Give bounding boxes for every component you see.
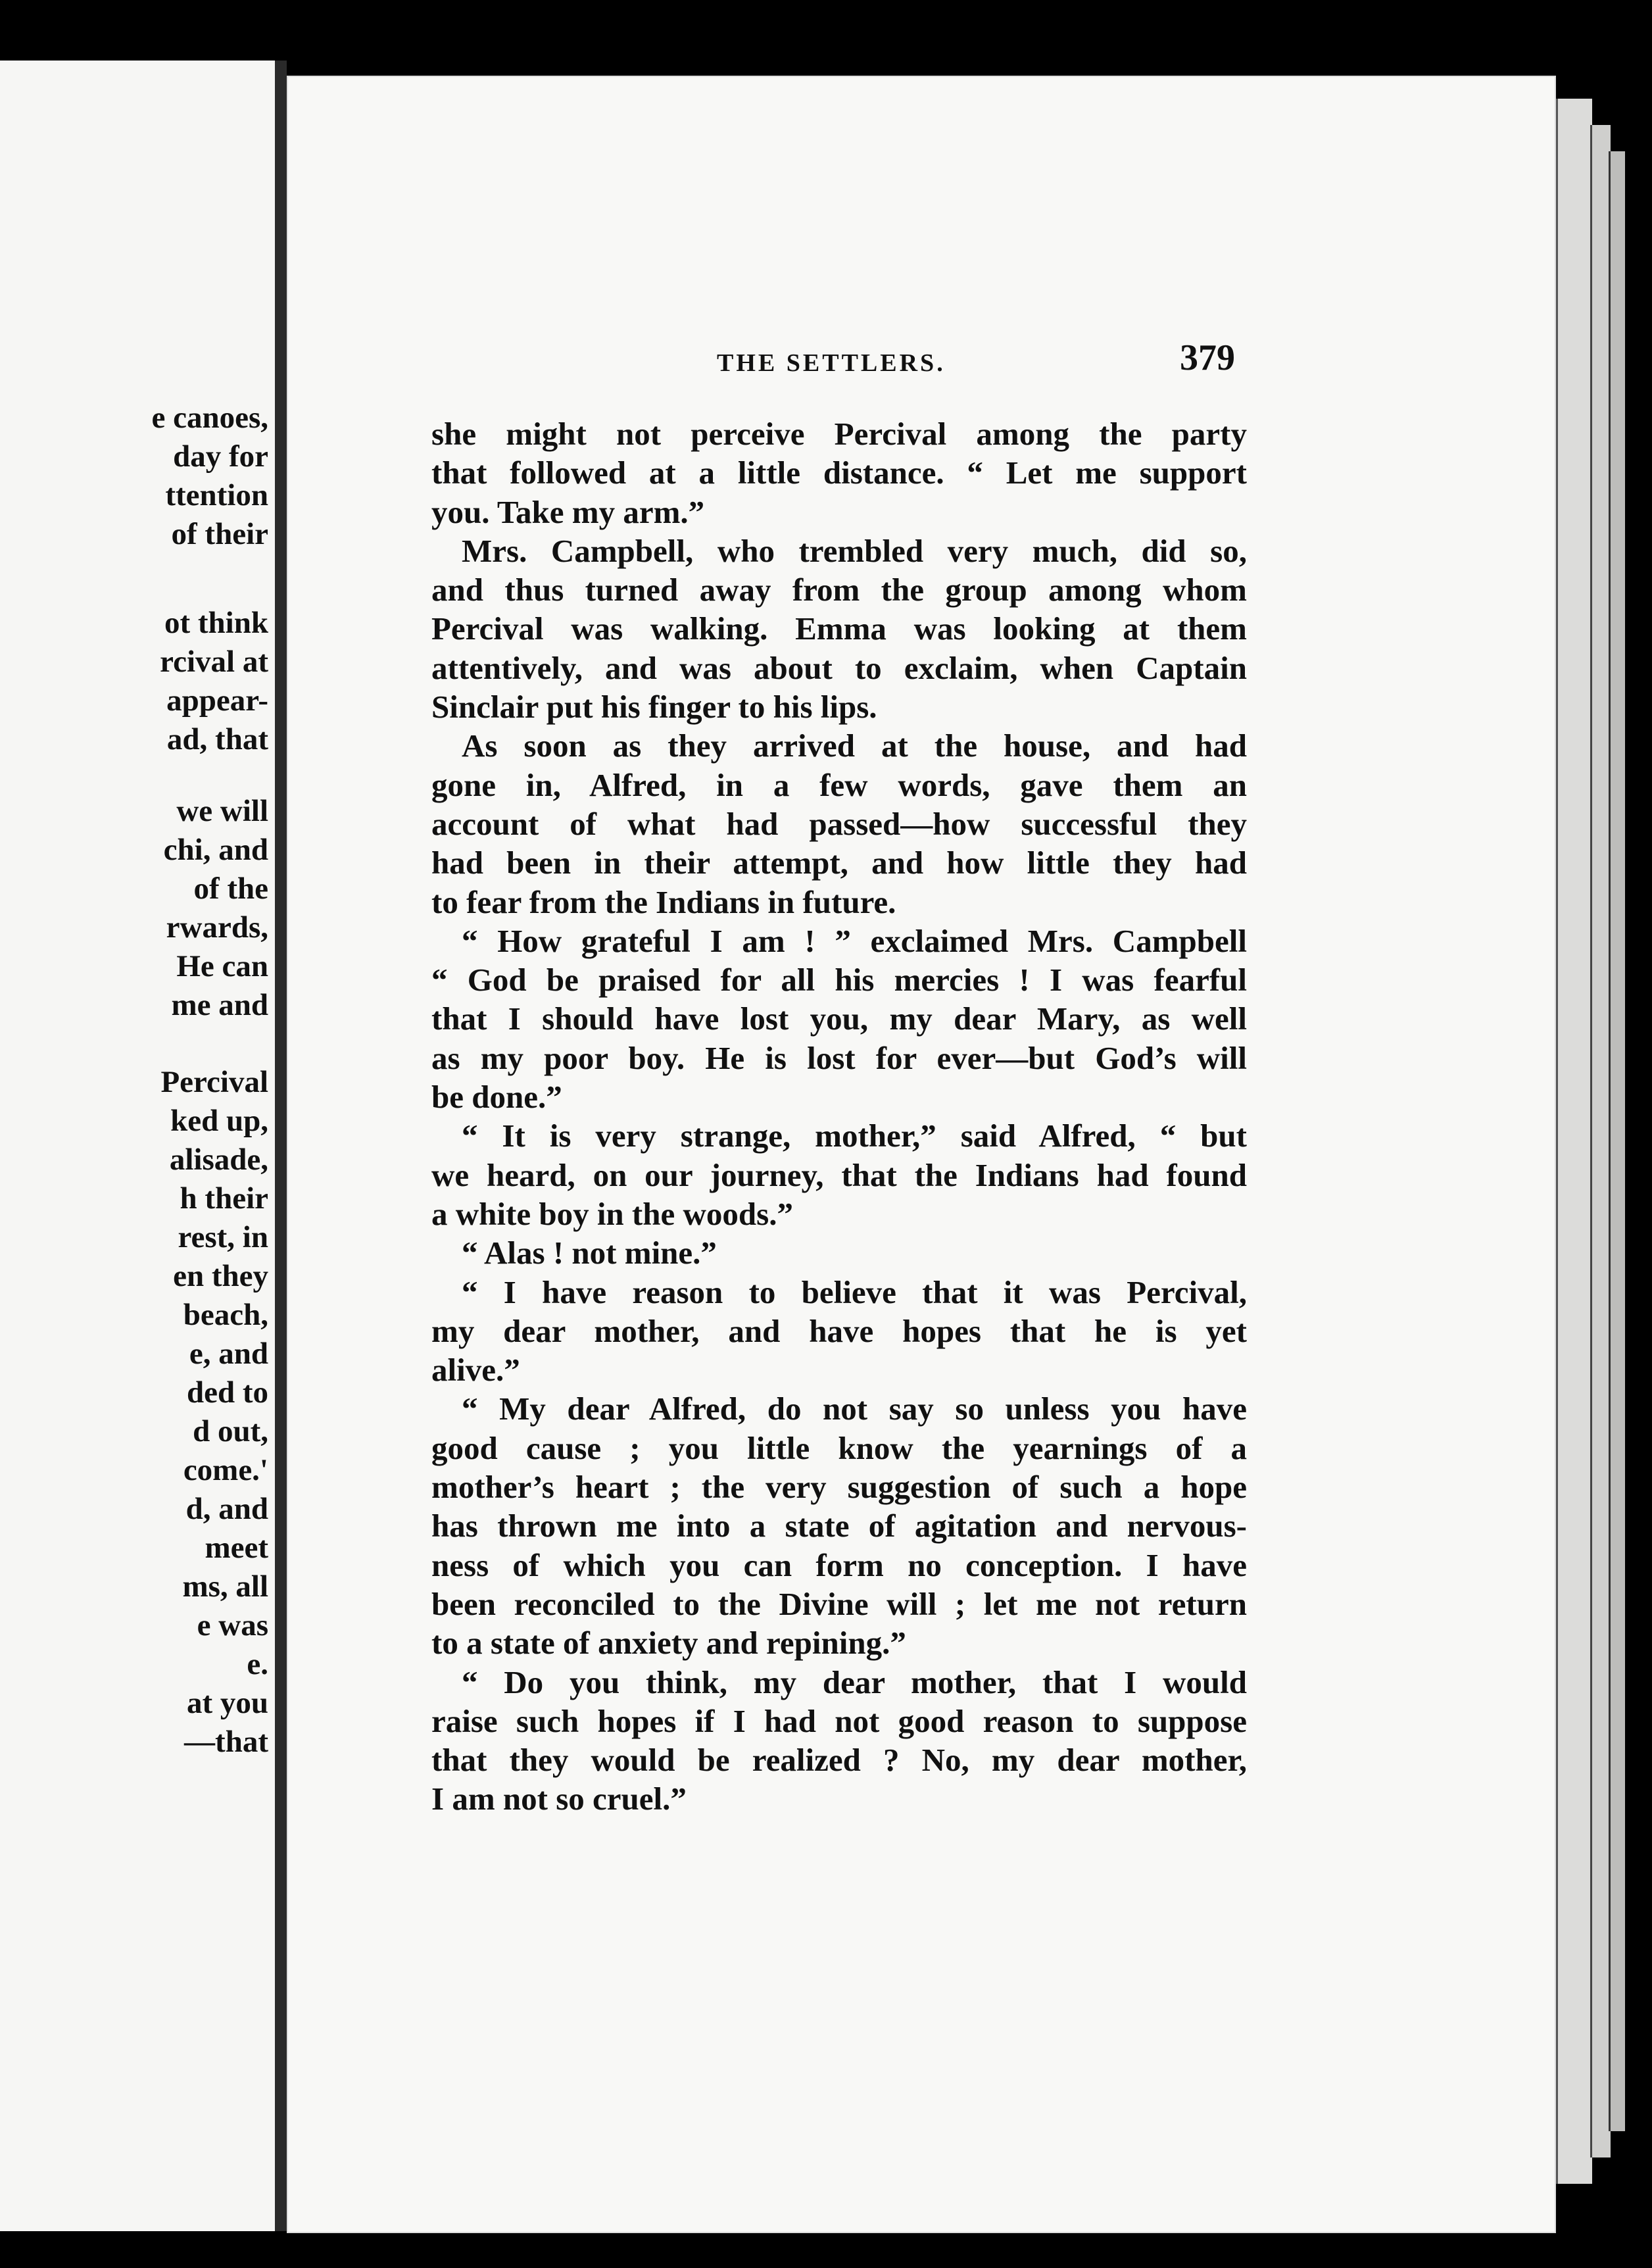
previous-page-line: alisade, <box>169 1143 268 1177</box>
previous-page-line: me and <box>171 988 268 1022</box>
text-line: to a state of anxiety and repining.” <box>431 1625 906 1662</box>
text-line: been reconciled to the Divine will ; let me not return <box>431 1585 1247 1622</box>
previous-page-line: d out, <box>193 1414 268 1448</box>
previous-page-line: He can <box>176 949 268 983</box>
previous-page-line: we will <box>176 794 268 828</box>
text-line: “ How grateful I am ! ” exclaimed Mrs. Campbell <box>462 922 1247 959</box>
previous-page-line: e canoes, <box>151 401 268 435</box>
book-gutter <box>275 61 287 2231</box>
text-line: “ It is very strange, mother,” said Alfred, “ but <box>462 1118 1247 1154</box>
paragraph <box>431 1233 1247 1272</box>
text-line: to fear from the Indians in future. <box>431 883 896 920</box>
paragraph <box>431 1116 1247 1233</box>
previous-page-line: e was <box>197 1608 268 1642</box>
text-line: alive.” <box>431 1352 520 1389</box>
previous-page-line: h their <box>180 1181 268 1216</box>
paragraph <box>431 726 1247 921</box>
text-line: as my poor boy. He is lost for ever—but God’s will <box>431 1039 1247 1076</box>
text-line: “ Alas ! not mine.” <box>462 1235 717 1271</box>
previous-page-line: day for <box>173 439 268 474</box>
paragraph <box>431 1273 1247 1390</box>
previous-page-line: appear- <box>166 683 268 718</box>
text-line: has thrown me into a state of agitation and nervous- <box>431 1508 1247 1544</box>
previous-page-line: ded to <box>186 1375 268 1410</box>
previous-page-line: ms, all <box>182 1569 268 1604</box>
running-head: THE SETTLERS. <box>717 349 946 377</box>
text-line: be done.” <box>431 1079 562 1116</box>
previous-page-line: rest, in <box>178 1220 268 1254</box>
previous-page-line: e, and <box>189 1337 268 1371</box>
text-line: account of what had passed—how successful they <box>431 805 1247 842</box>
text-line: that they would be realized ? No, my dear mother, <box>431 1742 1247 1779</box>
previous-page-line: beach, <box>183 1298 268 1332</box>
text-line: Sinclair put his finger to his lips. <box>431 689 877 726</box>
text-line: mother’s heart ; the very suggestion of such a hope <box>431 1469 1247 1506</box>
text-line: we heard, on our journey, that the Indians had found <box>431 1156 1247 1193</box>
page-edge <box>1609 151 1625 2131</box>
previous-page-line: —that <box>184 1725 268 1759</box>
previous-page-line: Percival <box>160 1065 268 1099</box>
text-line: and thus turned away from the group among whom <box>431 572 1247 608</box>
text-line: “ God be praised for all his mercies ! I was fearful <box>431 962 1247 998</box>
previous-page-line: of the <box>193 872 268 906</box>
previous-page-line: ad, that <box>166 722 268 756</box>
page-edge <box>1556 99 1592 2184</box>
previous-page-line: ot think <box>164 606 268 640</box>
text-line: that followed at a little distance. “ Let me support <box>431 455 1247 491</box>
paragraph <box>431 531 1247 726</box>
text-line: my dear mother, and have hopes that he is yet <box>431 1312 1247 1349</box>
previous-page-line: e. <box>247 1647 268 1681</box>
text-line: raise such hopes if I had not good reason to suppose <box>431 1702 1247 1739</box>
text-line: you. Take my arm.” <box>431 493 705 530</box>
text-line: Mrs. Campbell, who trembled very much, did so, <box>462 532 1247 569</box>
previous-page-line: of their <box>171 517 268 551</box>
text-line: good cause ; you little know the yearnings of a <box>431 1429 1247 1466</box>
previous-page-line: at you <box>186 1686 268 1720</box>
previous-page-line: come.' <box>183 1453 268 1487</box>
body-text <box>431 414 1247 1819</box>
text-line: a white boy in the woods.” <box>431 1195 793 1232</box>
previous-page-line: d, and <box>185 1492 268 1526</box>
previous-page-line: ttention <box>165 478 268 512</box>
previous-page-line: ked up, <box>170 1104 268 1138</box>
paragraph <box>431 922 1247 1116</box>
text-line: she might not perceive Percival among the party <box>431 416 1247 452</box>
text-line: “ I have reason to believe that it was Percival, <box>462 1273 1247 1310</box>
text-line: I am not so cruel.” <box>431 1781 687 1817</box>
previous-page-line: en they <box>173 1259 268 1293</box>
text-line: ness of which you can form no conception. I have <box>431 1546 1247 1583</box>
paragraph <box>431 414 1247 531</box>
page-number: 379 <box>1180 337 1235 378</box>
previous-page-line: rwards, <box>166 910 268 945</box>
page-edge <box>1590 125 1611 2157</box>
previous-page-line: meet <box>205 1531 268 1565</box>
previous-page-line: chi, and <box>163 833 268 867</box>
text-line: gone in, Alfred, in a few words, gave them an <box>431 766 1247 803</box>
paragraph <box>431 1389 1247 1662</box>
text-line: As soon as they arrived at the house, and had <box>462 727 1247 764</box>
text-line: “ Do you think, my dear mother, that I would <box>462 1664 1247 1700</box>
text-line: had been in their attempt, and how little they had <box>431 845 1247 881</box>
text-line: that I should have lost you, my dear Mary, as well <box>431 1000 1247 1037</box>
text-line: Percival was walking. Emma was looking at them <box>431 610 1247 647</box>
previous-page-line: rcival at <box>160 645 268 679</box>
text-line: “ My dear Alfred, do not say so unless you have <box>462 1391 1247 1427</box>
text-line: attentively, and was about to exclaim, when Captain <box>431 649 1247 686</box>
previous-page-fragment <box>0 61 278 2231</box>
paragraph <box>431 1663 1247 1819</box>
